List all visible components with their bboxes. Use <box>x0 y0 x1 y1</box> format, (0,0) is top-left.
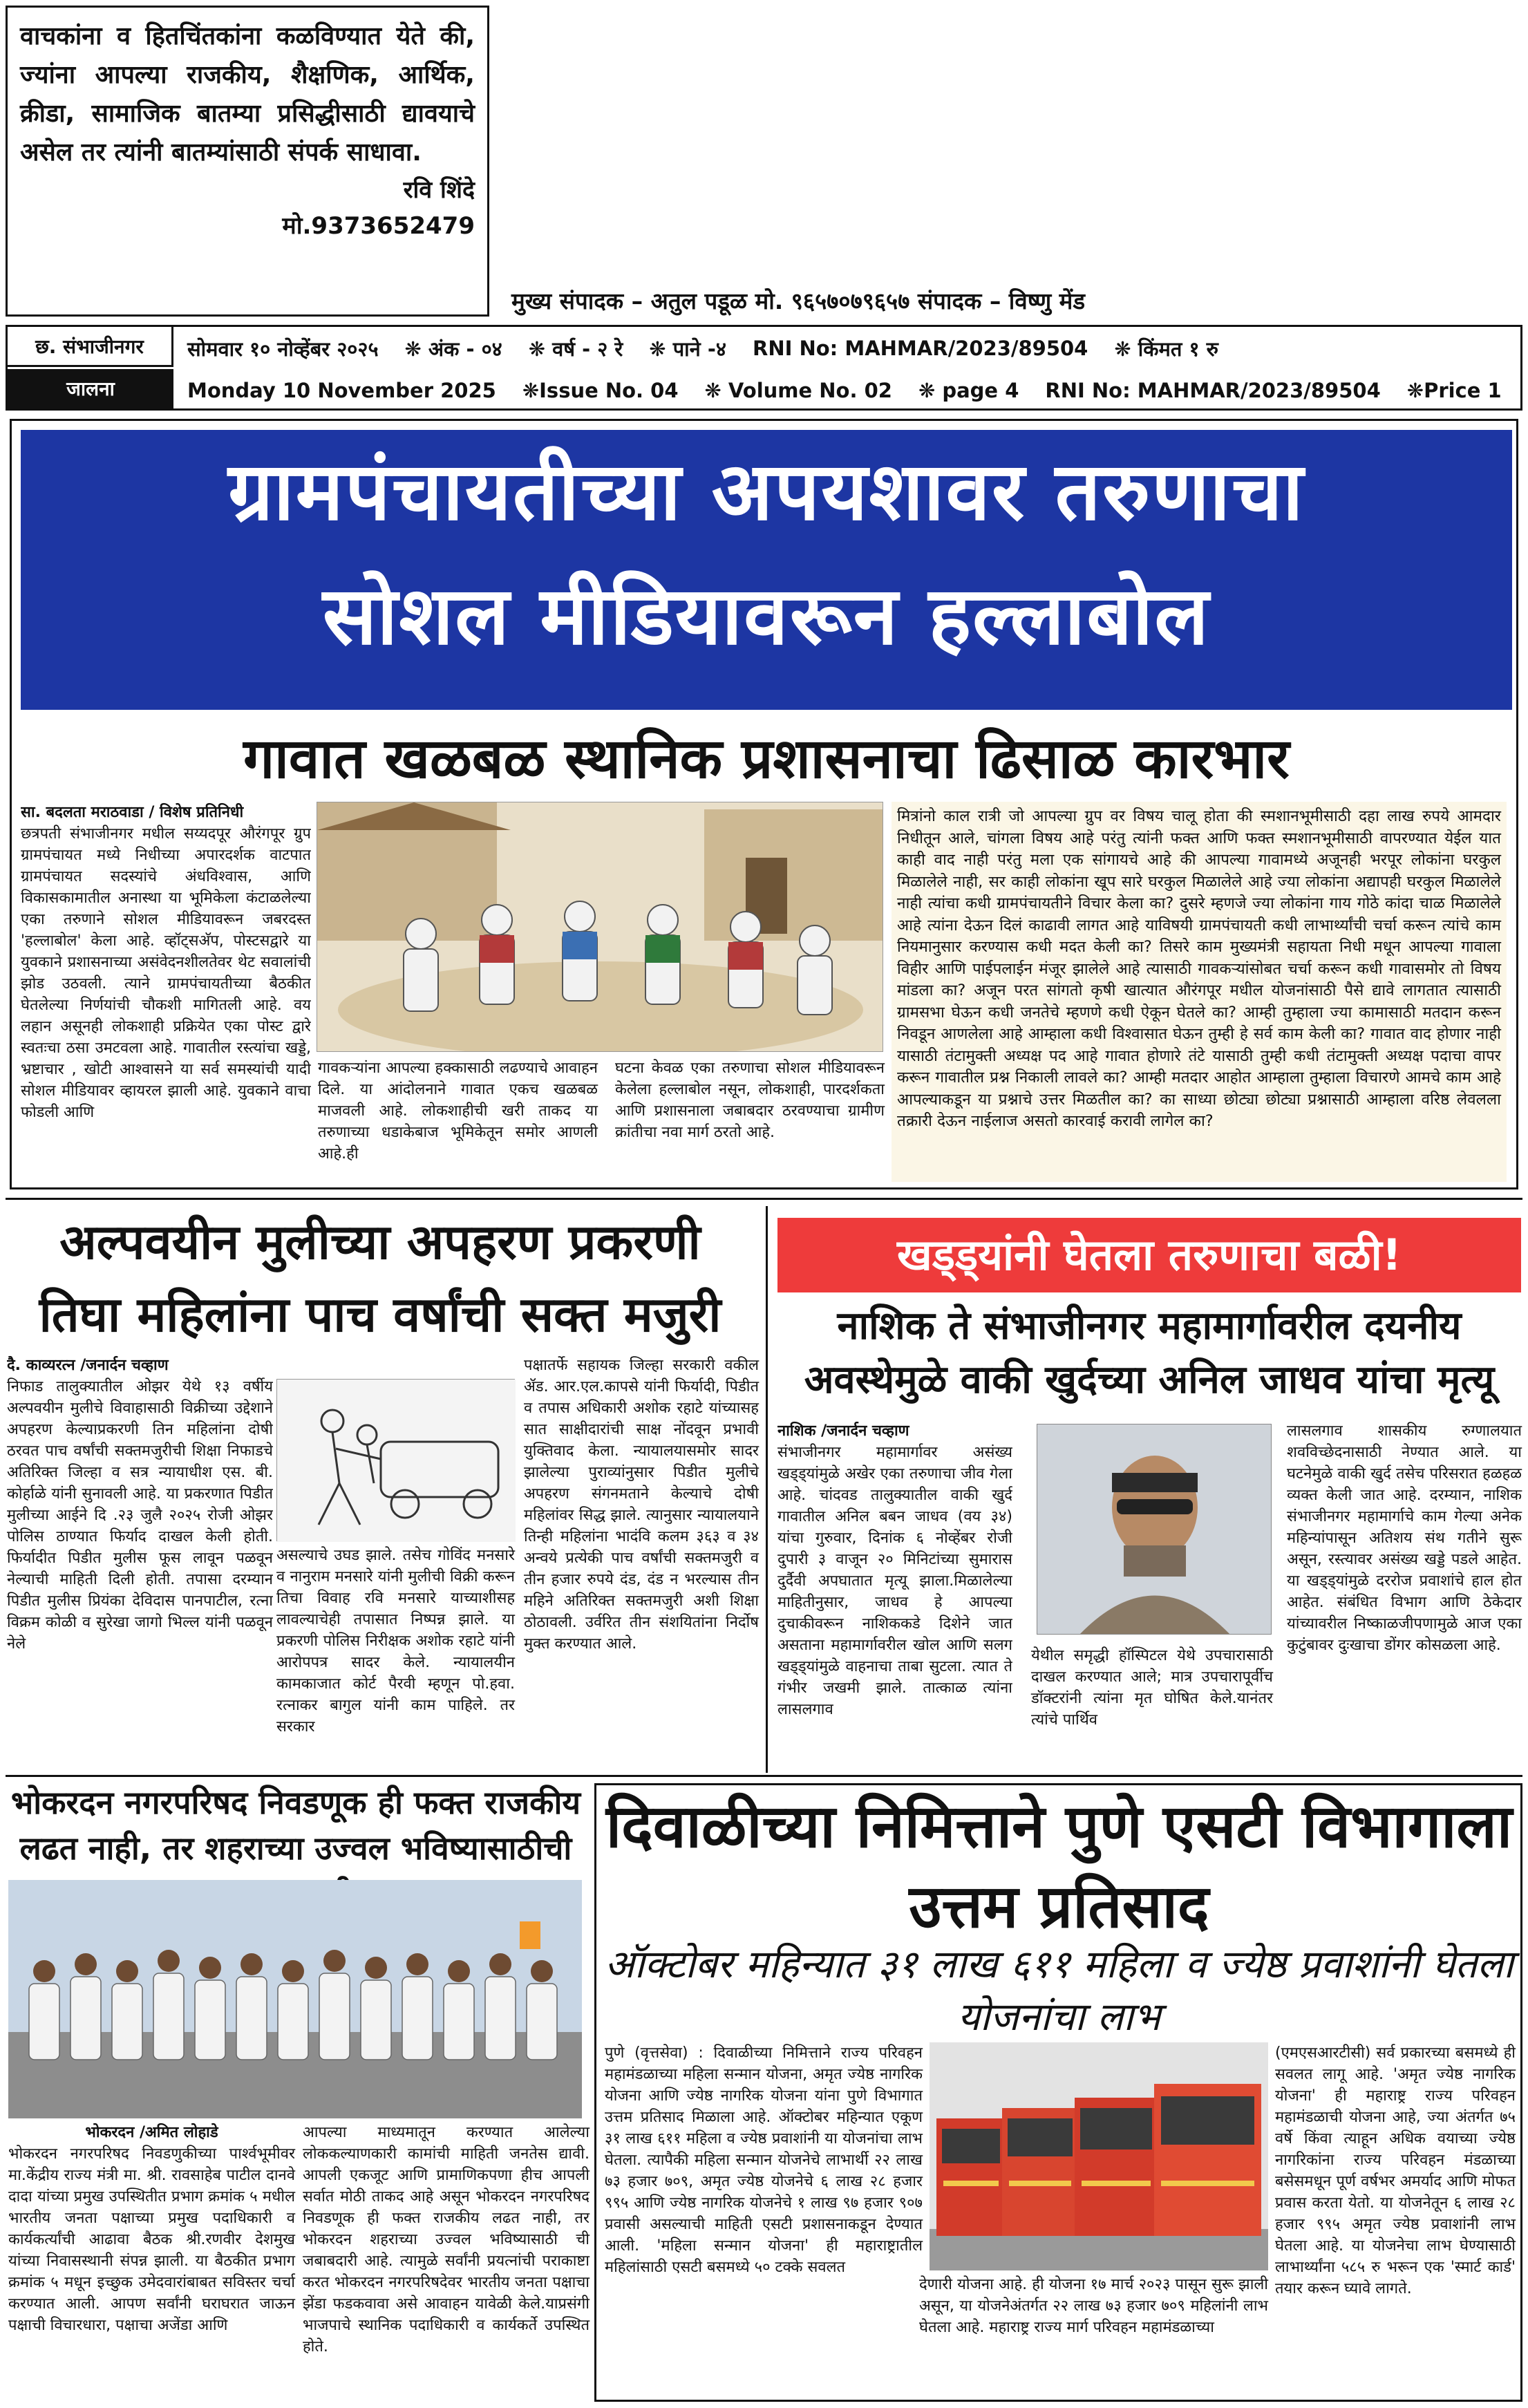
kidnap-byline: दै. काव्यरत्न /जनार्दन चव्हाण <box>7 1357 169 1374</box>
party-meeting-group-photo <box>8 1880 582 2118</box>
price-marathi: ❋ किंमत १ रु <box>1114 337 1219 361</box>
info-row-english <box>187 370 1513 411</box>
lead-caption-right: घटना केवळ एका तरुणाचा सोशल मीडियावरून केलेला हल्लाबोल नसून, लोकशाही, पारदर्शकता आणि प्रशासनाला जबाबदार ठरवण्याचा ग्रामीण क्रांतीचा नवा मार्ग ठरतो आहे. <box>615 1060 885 1141</box>
st-buses-photo <box>930 2042 1268 2270</box>
bhokardan-headline: भोकरदन नगरपरिषद निवडणूक ही फक्त राजकीय लढत नाही, तर शहराच्या उज्वल भविष्यासाठीची <box>10 1784 581 1867</box>
bhokardan-column-2: आपल्या माध्यमातून करण्यात आलेल्या लोककल्याणकारी कामांची माहिती जनतेस द्यावी. आपली एकजूट आणि प्रामाणिकपणा हीच आपली सर्वात मोठी ताकद आहे असून भोकरदन नगरपरिषद निवडणूक ही फक्त राजकीय लढत नाही, तर भोकरदन शहराच्या उज्वल भविष्यासाठी ची जबाबदारी आहे. त्यामुळे सर्वांनी प्रयत्नांची पराकाष्टा करत भोकरदन नगरपरिषदेवर भारतीय जनता पक्षाचा झेंडा फडकवावा असे आवाहन यावेळी केले.याप्रसंगी भाजपाचे स्थानिक पदाधिकारी व कार्यकर्ते उपस्थित होते. <box>303 2124 589 2355</box>
kidnap-headline-line2: तिघा महिलांना पाच वर्षांची सक्त मजुरी <box>39 1286 721 1343</box>
city-tag-jalna: जालना <box>8 369 173 409</box>
contact-notice-box <box>6 6 489 317</box>
diwali-column-1: पुणे (वृत्तसेवा) : दिवाळीच्या निमित्ताने राज्य परिवहन महामंडळाच्या महिला सन्मान योजना, अमृत ज्येष्ठ नागरिक योजना आणि ज्येष्ठ नागरिक योजना यांना पुणे विभागात उत्तम प्रतिसाद मिळाला आहे. ऑक्टोबर महिन्यात एकूण ३१ लाख ६११ महिला व ज्येष्ठ प्रवाशांनी या योजनांचा लाभ घेतला. त्यापैकी महिला सन्मान योजनेचे लाभार्थी २२ लाख ७३ हजार ७०९, अमृत ज्येष्ठ योजनेचे ६ लाख २८ हजार ९९५ आणि ज्येष्ठ नागरिक योजनेचे १ लाख ९७ हजार ९०७ प्रवासी असल्याची माहिती एसटी प्रशासनाकडून देण्यात आली. 'महिला सन्मान योजना' ही महाराष्ट्रातील महिलांसाठी एसटी बसमध्ये ५० टक्के सवलत <box>605 2044 923 2276</box>
kidnap-column-3: पक्षातर्फे सहायक जिल्हा सरकारी वकील ॲड. आर.एल.कापसे यांनी फिर्यादी, पिडीत व तपास अधिकारी अशोक रहाटे यांच्यासह सात साक्षीदारांची साक्ष नोंदवून प्रभावी युक्तिवाद केला. न्यायालयासमोर सादर झालेल्या पुराव्यांनुसार पिडीत मुलीचे अपहरण संगनमताने केल्याचे दोषी महिलांवर सिद्ध झाले. त्यानुसार न्यायालयाने तिन्ही महिलांना भादंवि कलम ३६३ व ३४ अन्वये प्रत्येकी पाच वर्षांची सक्तमजुरी व तीन हजार रुपये दंड, दंड न भरल्यास तीन महिने अतिरिक्त सक्तमजुरी अशी शिक्षा ठोठावली. उर्वरित तीन संशयितांना निर्दोष मुक्त करण्यात आले. <box>524 1357 759 1653</box>
volume-english: ❋ Volume No. 02 <box>704 379 892 402</box>
lead-headline-line2: सोशल मीडियावरून हल्लाबोल <box>322 570 1211 663</box>
notice-text: वाचकांना व हितचिंतकांना कळविण्यात येते की, ज्यांना आपल्या राजकीय, शैक्षणिक, आर्थिक, क्रीडा, सामाजिक बातम्या प्रसिद्धीसाठी द्यावयाचे असेल तर त्यांनी बातम्यांसाठी संपर्क साधावा. <box>20 22 475 167</box>
kidnap-column-1-text: निफाड तालुक्यातील ओझर येथे १३ वर्षीय अल्पवयीन मुलीचे विवाहासाठी विक्रीच्या उद्देशाने अपहरण केल्याप्रकरणी तिन महिलांना दोषी ठरवत पाच वर्षांची सक्तमजुरीची शिक्षा निफाडचे अतिरिक्त जिल्हा व सत्र न्यायाधीश एस. बी. कोर्हाळे यांनी सुनावली आहे. या प्रकरणात पिडीत मुलीच्या आईने दि .२३ जुलै २०२५ रोजी ओझर पोलिस ठाण्यात फिर्याद दाखल केली होती. फिर्यादीत पिडीत मुलीस फूस लावून पळवून नेल्याची माहिती दिली होती. तपासा दरम्यान पिडीत मुलीस प्रियंका देविदास पानपाटील, रत्ना विक्रम कोळी व सुरेखा जागो भिल्ल यांनी पळवून नेले <box>7 1378 273 1653</box>
kidnap-sketch-illustration <box>276 1379 515 1541</box>
lead-byline: सा. बदलता मराठवाडा / विशेष प्रतिनिधी <box>21 804 244 821</box>
column-divider <box>766 1206 768 1773</box>
victim-portrait-photo <box>1037 1424 1272 1635</box>
city-tag-sambhajinagar: छ. संभाजीनगर <box>8 327 173 367</box>
issue-english: ❋Issue No. 04 <box>522 379 679 402</box>
nashik-byline: नाशिक /जनार्दन चव्हाण <box>777 1422 909 1440</box>
page-english: ❋ page 4 <box>918 379 1019 402</box>
lead-column-right: मित्रांनो काल रात्री जो आपल्या ग्रुप वर विषय चालू होता की स्मशानभूमीसाठी दहा लाख रुपये आमदार निधीतून आले, चांगला विषय आहे परंतु त्यांनी फक्त आणि फक्त स्मशानभूमीसाठी वापरण्यात येईल यात काही वाद नाही परंतु मला एक सांगायचे आहे की आपल्या गावामध्ये अजूनही भरपूर लोकांना घरकुल मिळालेले नाही, सर काही लोकांना खूप सारे घरकुल मिळालेले आहे ज्या लोकांना अद्यापही घरकुल मिळालेले नाही त्यांचा कधी ग्रामपंचायतीने विचार केला का? दुसरे म्हणजे ज्या लोकांना गाय गोठे कांदा चाळ मिळालेले आहे त्यांना देऊन दिलं काढावी लागत आहे याविषयी ग्रामपंचायती कधी लाभार्थ्यांची चर्चा करून त्यांचे काम नियमानुसार करण्यास कधी मदत केली का? तिसरे काम मुख्यमंत्री सहायता निधी मधून आपल्या गावाला विहीर आणि पाईपलाईन मंजूर झालेले आहे त्यासाठी गावकऱ्यांसोबत चर्चा करून कधी गावासमोर तो विषय मांडला का? अजून परत सांगतो कृषी खात्यात औरंगपूर मधील योजनांसाठी पैसे द्यावे लागतात त्यासाठी ग्रामसभा घेऊन कधी जनतेचे म्हणणे कधी ऐकून घेतले का? आम्ही तुम्हाला ज्या कामासाठी मतदान करून निवडून आणलेला आहे आम्हाला कधी विश्वासात घेऊन तुम्ही हे सर्व काम केली का? गावात वाद होणार नाही यासाठी तंटामुक्ती अध्यक्ष पद आहे गावात होणारे तंटे यासाठी तुम्ही कधी तंटामुक्ती अध्यक्ष पदाचा वापर करून गावातील प्रश्न निकाली लावले का? आम्ही मतदार आहोत आम्हाला तुम्हाला विचारणे आमचे काम आहे आपल्याकडून या प्रश्नाचे उत्तर मिळतील का? का साध्या छोट्या छोट्या प्रश्नासाठी आम्हाला वरिष्ठ लेवलला तक्रारी देऊन नाईलाज असतो कारवाई करावी लागेल का? <box>892 802 1507 1182</box>
rni-english: RNI No: MAHMAR/2023/89504 <box>1045 379 1381 402</box>
price-english: ❋Price 1 <box>1406 379 1502 402</box>
nashik-column-1 <box>777 1420 1012 1773</box>
kidnap-headline-line1: अल्पवयीन मुलीच्या अपहरण प्रकरणी <box>59 1214 701 1270</box>
village-meeting-illustration <box>317 802 883 1052</box>
section-divider <box>6 1198 1522 1200</box>
issue-marathi: ❋ अंक - ०४ <box>404 337 502 361</box>
notice-mobile: मो.9373652479 <box>282 212 475 240</box>
bhokardan-column-1 <box>8 2122 295 2336</box>
pothole-red-banner: खड्ड्यांनी घेतला तरुणाचा बळी! <box>777 1218 1521 1292</box>
kidnap-column-1 <box>7 1355 273 1766</box>
nashik-headline: नाशिक ते संभाजीनगर महामार्गावरील दयनीय अवस्थेमुळे वाकी खुर्दच्या अनिल जाधव यांचा मृत्यू <box>804 1304 1495 1402</box>
date-marathi: सोमवार १० नोव्हेंबर २०२५ <box>187 337 379 361</box>
lead-subheadline: गावात खळबळ स्थानिक प्रशासनाचा ढिसाळ कारभार <box>243 726 1290 791</box>
lead-headline-banner <box>21 430 1512 710</box>
year-marathi: ❋ वर्ष - २ रे <box>528 337 623 361</box>
nashik-column-1-text: संभाजीनगर महामार्गावर असंख्य खड्ड्यांमुळे अखेर एका तरुणाचा जीव गेला आहे. चांदवड तालुक्यातील वाकी खुर्द गावातील अनिल बबन जाधव (वय ३४) यांचा गुरुवार, दिनांक ६ नोव्हेंबर रोजी दुपारी ३ वाजून २० मिनिटांच्या सुमारास दुर्दैवी अपघातात मृत्यू झाला.मिळालेल्या माहितीनुसार, जाधव हे आपल्या दुचाकीवरून नाशिककडे दिशेने जात असताना महामार्गावरील खोल आणि सलग खड्ड्यांमुळे वाहनाचा ताबा सुटला. त्यात ते गंभीर जखमी झाले. तात्काळ त्यांना लासलगाव <box>777 1444 1012 1718</box>
diwali-headline: दिवाळीच्या निमित्ताने पुणे एसटी विभागाला उत्तम प्रतिसाद <box>605 1792 1513 1941</box>
diwali-column-2: देणारी योजना आहे. ही योजना १७ मार्च २०२३ पासून सुरू झाली असून, या योजनेअंतर्गत २२ लाख ७३ हजार ७०९ महिलांनी लाभ घेतला आहे. महाराष्ट्र राज्य मार्ग परिवहन महामंडळाच्या <box>919 2276 1268 2336</box>
pages-marathi: ❋ पाने -४ <box>649 337 726 361</box>
rni-marathi: RNI No: MAHMAR/2023/89504 <box>752 337 1088 360</box>
lead-column-1-text: छत्रपती संभाजीनगर मधील सय्यदपूर औरंगपूर ग्रुप ग्रामपंचायत मध्ये निधीच्या अपारदर्शक वाटपात ग्रामपंचायत सदस्यांचे अंधविश्वास, आणि विकासकामातील अनास्था या भूमिकेला कंटाळलेल्या एका तरुणाने सोशल मीडियावरून जबरदस्त 'हल्लाबोल' केला आहे. व्हॉट्सअ‍ॅप, पोस्टसद्वारे या युवकाने प्रशासनाच्या असंवेदनशीलतेवर थेट सवालांची झोड उठवली. त्याने ग्रामपंचायतीच्या बैठकीत घेतलेल्या निर्णयांची चौकशी मागितली आहे. वय लहान असूनही लोकशाही प्रक्रियेत एका पोस्ट द्वारे स्वतःचा ठसा उमटवला आहे. गावातील रस्त्यांचा खड्डे, भ्रष्टाचार , खोटी आश्वासने या सर्व समस्यांची यादी सोशल मीडियावर व्हायरल झाली आहे. युवकाने वाचा फोडली आणि <box>21 825 311 1121</box>
date-english: Monday 10 November 2025 <box>187 379 496 402</box>
bhokardan-column-1-text: भोकरदन नगरपरिषद निवडणुकीच्या पार्श्वभूमीवर मा.केंद्रीय राज्य मंत्री मा. श्री. रावसाहेब पाटील दानवे दादा यांच्या प्रमुख उपस्थितीत प्रभाग क्रमांक ५ मधील भारतीय जनता पक्षाच्या प्रमुख पदाधिकारी व कार्यकर्त्यांची आढावा बैठक श्री.रणवीर देशमुख यांच्या निवासस्थानी संपन्न झाली. या बैठकीत प्रभाग क्रमांक ५ मधून इच्छुक उमेदवारांबाबत सविस्तर चर्चा करण्यात आली. आपण सर्वांनी घराघरात जाऊन पक्षाची विचारधारा, पक्षाचा अजेंडा आणि <box>8 2145 295 2334</box>
info-bar <box>6 325 1522 411</box>
editor-line: मुख्य संपादक – अतुल पडूळ मो. ९६५७०७९६५७ संपादक – विष्णु मेंड <box>511 288 1086 314</box>
nashik-column-3: लासलगाव शासकीय रुग्णालयात शवविच्छेदनासाठी नेण्यात आले. या घटनेमुळे वाकी खुर्द तसेच परिसरात हळहळ व्यक्त केली जात आहे. दरम्यान, नाशिक संभाजीनगर महामार्गाचे काम गेल्या अनेक महिन्यांपासून अतिशय संथ गतीने सुरू असून, रस्त्यावर असंख्य खड्डे पडले आहेत. या खड्ड्यांमुळे दररोज प्रवाशांचे हाल होत आहेत. संबंधित विभाग आणि ठेकेदार यांच्यावरील निष्काळजीपणामुळे आज एका कुटुंबावर दुःखाचा डोंगर कोसळला आहे. <box>1287 1422 1522 1654</box>
section-divider-2 <box>6 1775 1522 1777</box>
diwali-subheadline: ऑक्टोबर महिन्यात ३१ लाख ६११ महिला व ज्येष्ठ प्रवाशांनी घेतला योजनांचा लाभ <box>605 1942 1513 2040</box>
bhokardan-byline: भोकरदन /अमित लोहाडे <box>85 2124 218 2141</box>
diwali-column-3: (एमएसआरटीसी) सर्व प्रकारच्या बसमध्ये ही सवलत लागू आहे. 'अमृत ज्येष्ठ नागरिक योजना' ही महाराष्ट्र राज्य परिवहन महामंडळाची योजना आहे, ज्या अंतर्गत ७५ वर्षे किंवा त्याहून अधिक वयाच्या ज्येष्ठ नागरिकांना राज्य परिवहन मंडळाच्या बसेसमधून पूर्ण वर्षभर अमर्याद आणि मोफत प्रवास करता येतो. या योजनेतून ६ लाख २८ हजार ९९५ अमृत ज्येष्ठ प्रवाशांनी लाभ घेतला आहे. या योजनेचा लाभ घेण्यासाठी लाभार्थ्यांना ५८५ रु भरून एक 'स्मार्ट कार्ड' तयार करून घ्यावे लागते. <box>1275 2044 1516 2297</box>
kidnap-column-2: असल्याचे उघड झाले. तसेच गोविंद मनसारे व नानुराम मनसारे यांनी मुलीची विक्री करून तिचा विवाह रवि मनसारे याच्याशीसह लावल्याचेही तपासात निष्पन्न झाले. या प्रकरणी पोलिस निरीक्षक अशोक रहाटे यांनी आरोपपत्र सादर केले. न्यायालयीन कामकाजात कोर्ट पैरवी म्हणून पो.हवा. रत्नाकर बागुल यांनी काम पाहिले. तर सरकार <box>276 1547 515 1736</box>
nashik-column-2: येथील समृद्धी हॉस्पिटल येथे उपचारासाठी दाखल करण्यात आले; मात्र उपचारापूर्वीच डॉक्टरांनी त्यांना मृत घोषित केले.यानंतर त्यांचे पार्थिव <box>1031 1647 1273 1729</box>
info-row-marathi <box>187 328 1513 368</box>
lead-caption-left: गावकऱ्यांना आपल्या हक्कासाठी लढण्याचे आवाहन दिले. या आंदोलनाने गावात एकच खळबळ माजवली आहे. लोकशाहीची खरी ताकद या तरुणाच्या धडाकेबाज भूमिकेतून समोर आणली आहे.ही <box>318 1060 598 1163</box>
lead-column-1 <box>21 802 311 1182</box>
notice-name: रवि शिंदे <box>403 176 475 204</box>
lead-headline-line1: ग्रामपंचायतीच्या अपयशावर तरुणाचा <box>228 445 1305 538</box>
